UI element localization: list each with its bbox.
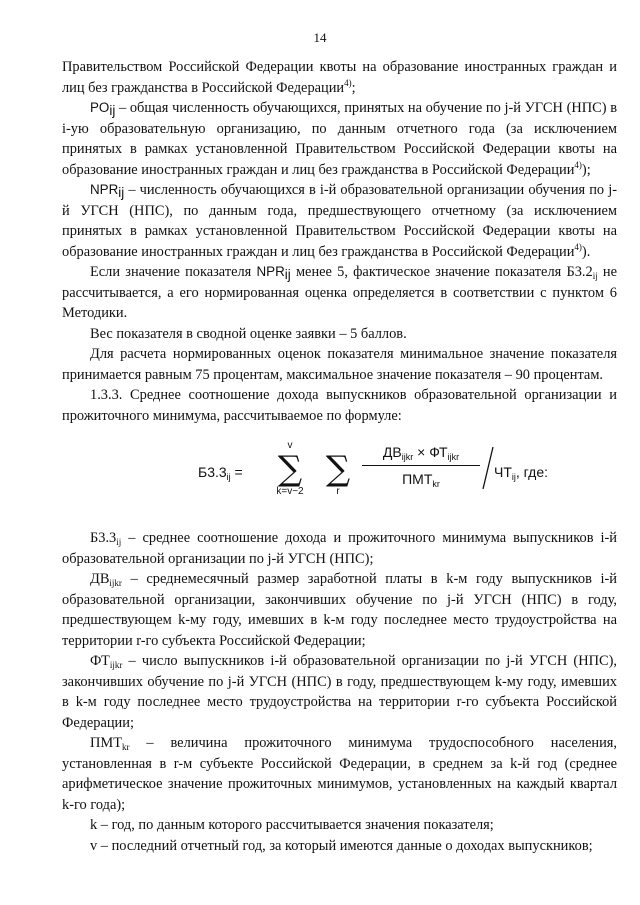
definition-term: v xyxy=(90,837,98,854)
paragraph-po-definition xyxy=(62,98,617,180)
paragraph-section-1-3-3: 1.3.3. Среднее соотношение дохода выпускников образовательной организации и прожиточного минимума, рассчитываемое по формуле: xyxy=(62,387,617,424)
definition-subscript: ijkr xyxy=(109,660,123,670)
paragraph-text: – численность обучающихся в i-й образовательной организации обучения по j-й УГСН (НПС), по данным года, предшествующего отчетному (за исключением принятых в рамках установленной Правительством Российской Федерации квоты на образование иностранных граждан и лиц без гражданства в Российской Федерации xyxy=(62,182,617,260)
rhs-subscript: ij xyxy=(511,472,516,482)
denominator-pmt: ПМТ xyxy=(402,470,433,487)
fraction-numerator xyxy=(362,442,480,466)
formula-suffix: , где: xyxy=(515,464,548,480)
denominator-subscript: kr xyxy=(432,478,440,489)
variable-subscript: ij xyxy=(118,185,125,200)
formula-b3-3 xyxy=(62,434,617,518)
footnote-ref: 4) xyxy=(344,77,352,88)
definition-term: k xyxy=(90,817,98,833)
paragraph-weight: Вес показателя в сводной оценке заявки – 5 баллов. xyxy=(90,325,407,342)
paragraph-text: – общая численность обучающихся, принятых на обучение по j-й УГСН (НПС) в i-ую образовательную организацию, по данным отчетного года (за исключением принятых в рамках установленной Правительством Российской Федерации квоты на образование иностранных граждан и лиц без гражданства в Российской Федерации xyxy=(62,100,617,178)
definition-subscript: ijkr xyxy=(109,578,122,588)
variable-name: NPR xyxy=(90,182,119,197)
variable-name: NPR xyxy=(256,264,285,279)
definition-term: ПМТ xyxy=(90,735,122,751)
definition-subscript: ij xyxy=(116,537,122,547)
summation-over-years xyxy=(268,440,312,498)
numerator-dv: ДВ xyxy=(382,444,402,460)
footnote-ref: 4) xyxy=(574,241,582,252)
sum-upper-limit: v xyxy=(287,440,293,451)
numerator-ft: ФТ xyxy=(429,444,448,460)
formula-lhs-subscript: ij xyxy=(226,472,231,482)
sigma-symbol: ∑ xyxy=(277,449,303,489)
paragraph-quota-continuation xyxy=(62,57,617,98)
definition-b3-3 xyxy=(62,528,617,569)
page-number: 14 xyxy=(313,30,327,45)
definition-subscript: kr xyxy=(121,742,130,752)
document-body xyxy=(62,57,617,856)
sigma-symbol: ∑ xyxy=(325,449,351,489)
definition-term: Б3.3 xyxy=(90,530,117,546)
definition-text: – число выпускников i-й образовательной организации по j-й УГСН (НПС), закончивших обучение по j-й УГСН (НПС) в году, предшествующем k-му году, имевших в k-м году последнее место трудоустройства на территории r-го субъекта Российской Федерации; xyxy=(62,653,617,731)
footnote-ref: 4) xyxy=(574,159,582,170)
definition-text: – среднее соотношение дохода и прожиточного минимума выпускников i-й образовательной организации по j-й УГСН (НПС); xyxy=(62,530,617,567)
definition-pmt xyxy=(62,733,617,815)
definition-text: – среднемесячный размер заработной платы в k-м году выпускников i-й образовательной организации, закончивших обучение по j-й УГСН (НПС) в году, предшествующем k-му году, имевших в k-м году последнее место трудоустройства на территории r-го субъекта Российской Федерации; xyxy=(62,571,617,649)
definition-dv xyxy=(62,569,617,651)
sum-lower-limit: k=v−2 xyxy=(276,486,304,497)
formula-fraction xyxy=(362,442,480,489)
paragraph-tail: ; xyxy=(351,79,356,96)
paragraph-tail: ); xyxy=(581,161,591,178)
variable-name: PO xyxy=(90,100,110,115)
paragraph-text: менее 5, фактическое значение показателя Б3.2 xyxy=(290,264,593,280)
formula-rhs xyxy=(494,462,548,483)
rhs-symbol: ЧТ xyxy=(494,464,512,480)
paragraph-npr-threshold xyxy=(62,262,617,324)
sum-lower-limit: r xyxy=(336,486,340,497)
variable-subscript: ij xyxy=(109,103,116,118)
numerator-dv-subscript: ijkr xyxy=(401,452,414,462)
formula-lhs-symbol: Б3.3 xyxy=(198,464,227,480)
paragraph-text: Если значение показателя xyxy=(90,264,257,280)
definition-term: ДВ xyxy=(90,571,110,587)
definition-term: ФТ xyxy=(90,653,110,669)
variable-subscript: ij xyxy=(284,267,291,282)
paragraph-normalization: Для расчета нормированных оценок показателя минимальное значение показателя принимается равным 75 процентам, максимальное значение показателя – 90 процентам. xyxy=(62,346,617,383)
formula-equals: = xyxy=(234,464,243,480)
definition-k xyxy=(62,815,617,836)
paragraph-text: не рассчитывается, а его нормированная оценка определяется в соответствии с пунктом 6 Методики. xyxy=(62,264,618,321)
paragraph-text: Правительством Российской Федерации квоты на образование иностранных граждан и лиц без гражданства в Российской Федерации xyxy=(62,59,617,96)
numerator-ft-subscript: ijkr xyxy=(447,452,460,462)
definition-text: – величина прожиточного минимума трудоспособного населения, установленная в r-м субъекте Российской Федерации, в среднем за k-й год (среднее арифметическое значение прожиточных минимумов, установленных на каждый квартал k-го года); xyxy=(62,735,617,813)
fraction-denominator xyxy=(362,466,480,490)
summation-over-regions xyxy=(318,440,358,498)
definition-text: – год, по данным которого рассчитывается значения показателя; xyxy=(97,817,494,833)
variable-subscript: ij xyxy=(592,271,598,281)
times-sign: × xyxy=(417,444,426,460)
definition-v xyxy=(62,836,617,857)
definition-text: – последний отчетный год, за который имеются данные о доходах выпускников; xyxy=(97,837,593,854)
formula-lhs xyxy=(198,462,243,483)
paragraph-tail: ). xyxy=(581,243,591,260)
paragraph-npr-definition xyxy=(62,180,617,262)
division-slash xyxy=(481,446,495,490)
definition-ft xyxy=(62,651,617,733)
